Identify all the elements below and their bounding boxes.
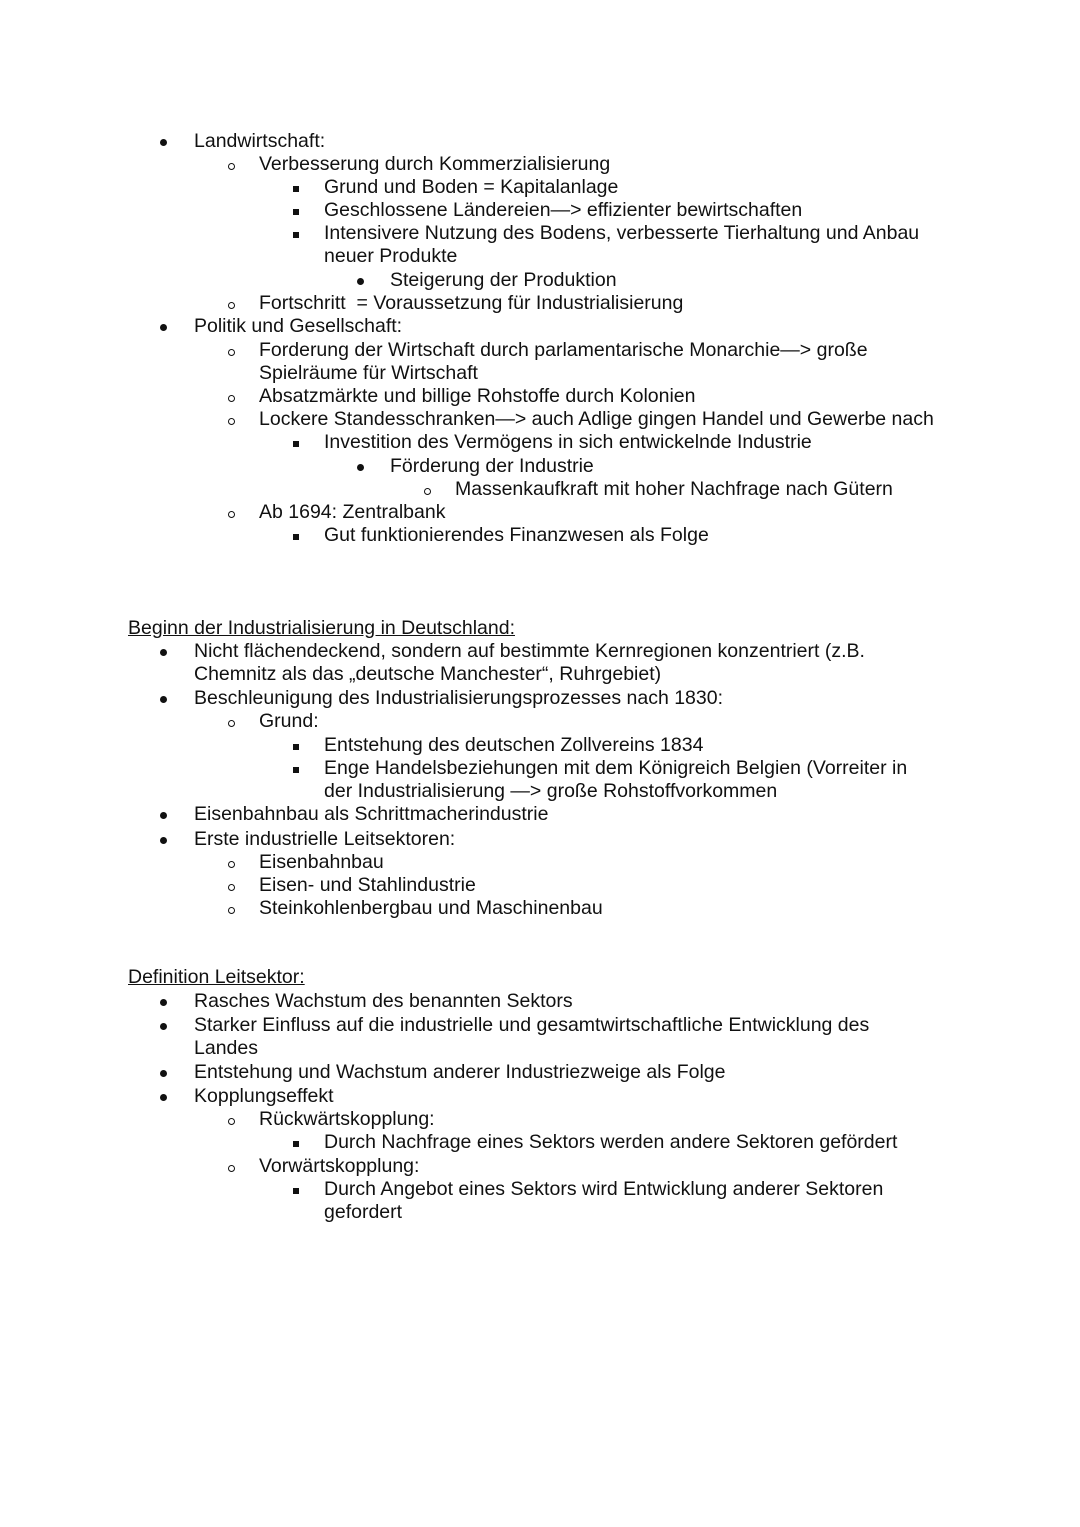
bullet-square-icon	[293, 744, 299, 750]
bullet-circle-icon	[424, 488, 431, 495]
section-heading: Beginn der Industrialisierung in Deutschland:	[128, 617, 515, 639]
bullet-disc-icon	[160, 812, 167, 819]
bullet-disc-icon	[357, 464, 364, 471]
bullet-circle-icon	[228, 418, 235, 425]
bullet-circle-icon	[228, 511, 235, 518]
bullet-disc-icon	[160, 837, 167, 844]
bullet-square-icon	[293, 232, 299, 238]
document-page: Landwirtschaft: Verbesserung durch Kommerzialisierung Grund und Boden = Kapitalanlage Geschlossene Ländereien—> effizienter bewirtschaften Intensivere Nutzung des Bodens, verbesserte Tierhaltung und Anbau neuer Produkte Steigerung der Produktion Fortschritt = Voraussetzung für Industrialisierung Politik und Gesellschaft: Forderung der Wirtschaft durch parlamentarische Monarchie—> große Spielräume für Wirtschaft Absatzmärkte und billige Rohstoffe durch Kolonien Lockere Standesschranken—> auch Adlige gingen Handel und Gewerbe nach Investition des Vermögens in sich entwickelnde Industrie Förderung der Industrie Massenkaufkraft mit hoher Nachfrage nach Gütern Ab 1694: Zentralbank Gut funktionierendes Finanzwesen als Folge Beginn der Industrialisierung in Deutschland: Nicht flächendeckend, sondern auf bestimmte Kernregionen konzentriert (z.B. Chemnitz als das „deutsche Manchester“, Ruhrgebiet) Beschleunigung des Industrialisierungsprozesses nach 1830: Grund: Entstehung des deutschen Zollvereins 1834 Enge Handelsbeziehungen mit dem Königreich Belgien (Vorreiter in der Industrialisierung —> große Rohstoffvorkommen Eisenbahnbau als Schrittmacherindustrie Erste industrielle Leitsektoren: Eisenbahnbau Eisen- und Stahlindustrie Steinkohlenbergbau und Maschinenbau Definition Leitsektor: Rasches Wachstum des benannten Sektors Starker Einfluss auf die industrielle und gesamtwirtschaftliche Entwicklung des Landes Entstehung und Wachstum anderer Industriezweige als Folge Kopplungseffekt Rückwärtskopplung: Durch Nachfrage eines Sektors werden andere Sektoren gefördert Vorwärtskopplung: Durch Angebot eines Sektors wird Entwicklung anderer Sektoren gefordert	[128, 130, 934, 1223]
bullet-circle-icon	[228, 395, 235, 402]
bullet-square-icon	[293, 209, 299, 215]
bullet-disc-icon	[160, 1094, 167, 1101]
bullet-disc-icon	[160, 696, 167, 703]
bullet-square-icon	[293, 767, 299, 773]
bullet-square-icon	[293, 441, 299, 447]
bullet-disc-icon	[160, 324, 167, 331]
section-heading: Definition Leitsektor:	[128, 966, 305, 988]
bullet-square-icon	[293, 1141, 299, 1147]
bullet-square-icon	[293, 186, 299, 192]
bullet-disc-icon	[160, 999, 167, 1006]
bullet-circle-icon	[228, 884, 235, 891]
bullet-circle-icon	[228, 163, 235, 170]
bullet-circle-icon	[228, 1118, 235, 1125]
bullet-circle-icon	[228, 302, 235, 309]
bullet-disc-icon	[160, 649, 167, 656]
bullet-square-icon	[293, 1188, 299, 1194]
bullet-circle-icon	[228, 907, 235, 914]
bullet-circle-icon	[228, 861, 235, 868]
bullet-circle-icon	[228, 1165, 235, 1172]
bullet-disc-icon	[160, 1070, 167, 1077]
bullet-disc-icon	[160, 139, 167, 146]
bullet-disc-icon	[160, 1023, 167, 1030]
bullet-square-icon	[293, 534, 299, 540]
bullet-disc-icon	[357, 278, 364, 285]
bullet-circle-icon	[228, 720, 235, 727]
bullet-circle-icon	[228, 349, 235, 356]
